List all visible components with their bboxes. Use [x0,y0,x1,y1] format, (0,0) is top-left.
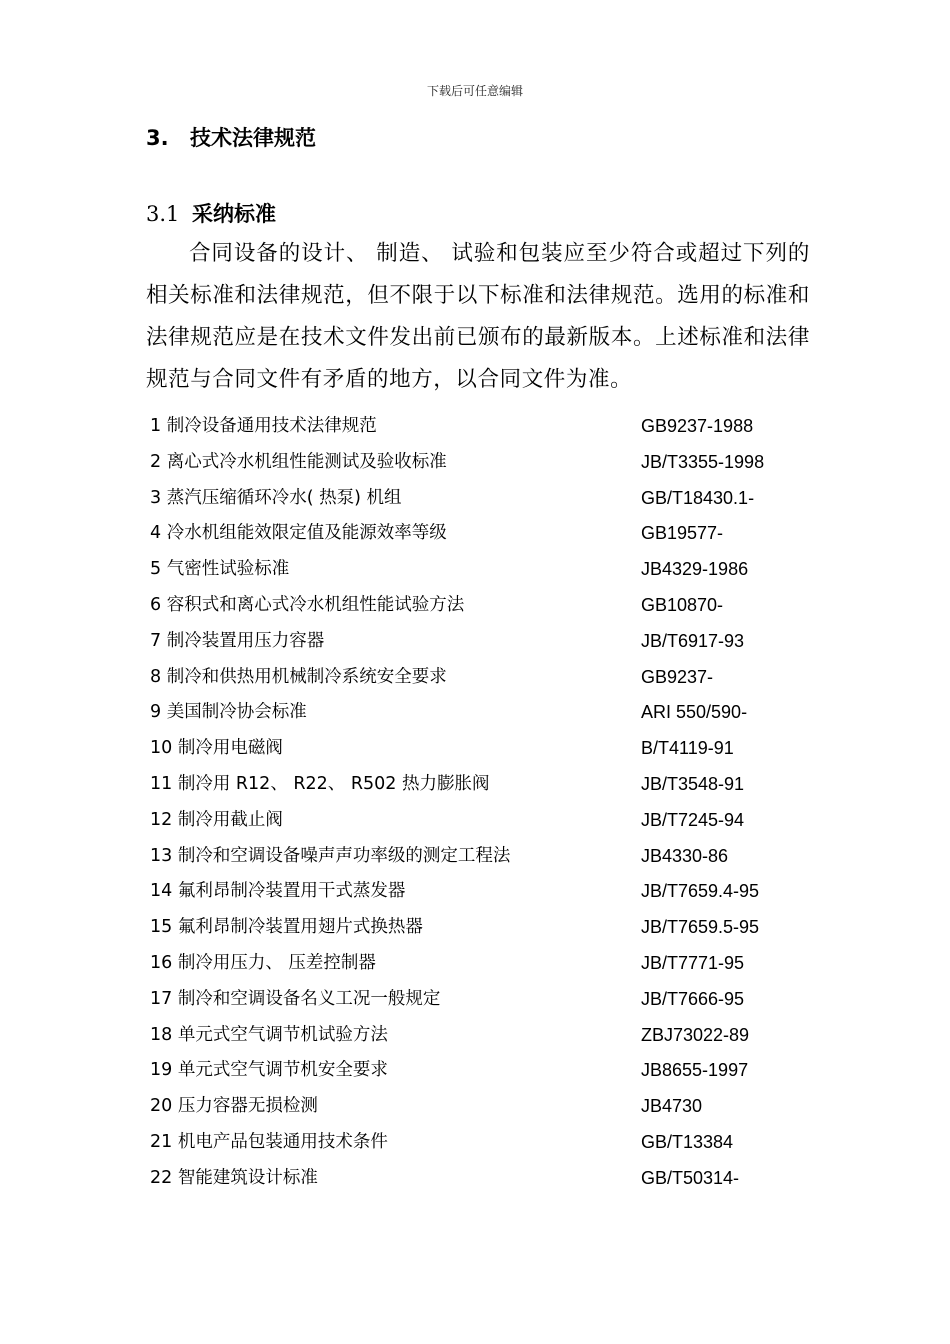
standard-code: JB/T6917-93 [641,630,745,651]
standard-name: 3 蒸汽压缩循环冷水( 热泵) 机组 [150,487,402,508]
standard-code: GB/T50314- [641,1167,740,1188]
standard-row [150,1052,830,1088]
standard-code: JB4329-1986 [641,559,749,580]
standard-code: GB/T18430.1- [641,487,755,508]
standards-list [150,408,830,1196]
standard-code: B/T4119-91 [641,738,734,759]
standard-name: 9 美国制冷协会标准 [150,702,307,723]
standard-name: 10 制冷用电磁阀 [150,738,283,759]
standard-row [150,1088,830,1124]
section-heading [146,122,316,152]
standard-name: 20 压力容器无损检测 [150,1096,318,1117]
section-number: 3. [146,126,169,150]
standard-row [150,730,830,766]
standard-name: 16 制冷用压力、 压差控制器 [150,952,376,973]
standard-code: GB9237-1988 [641,416,754,436]
standard-name: 6 容积式和离心式冷水机组性能试验方法 [150,594,465,615]
subsection-title: 采纳标准 [192,202,276,226]
standard-code: GB10870- [641,594,724,615]
standard-name: 15 氟利昂制冷装置用翅片式换热器 [150,917,423,938]
standard-row [150,515,830,551]
standard-name: 17 制冷和空调设备名义工况一般规定 [150,988,441,1009]
standard-code: JB/T3355-1998 [641,451,765,472]
standard-code: JB4730 [641,1096,703,1117]
standard-name: 18 单元式空气调节机试验方法 [150,1024,388,1045]
standard-name: 13 制冷和空调设备噪声声功率级的测定工程法 [150,845,511,866]
standard-code: ARI 550/590- [641,702,748,723]
subsection-heading [146,198,276,228]
standard-name: 7 制冷装置用压力容器 [150,630,325,651]
standard-row [150,1017,830,1053]
standard-code: JB/T7245-94 [641,809,745,830]
standard-row [150,945,830,981]
standard-row [150,408,830,444]
standard-row [150,766,830,802]
page-header-note: 下载后可任意编辑 [426,84,523,98]
standard-name: 21 机电产品包装通用技术条件 [150,1131,388,1152]
standard-row [150,909,830,945]
standard-row [150,444,830,480]
section-title: 技术法律规范 [190,126,316,150]
standard-row [150,694,830,730]
standard-code: JB4330-86 [641,845,729,866]
standard-name: 2 离心式冷水机组性能测试及验收标准 [150,451,447,472]
standard-row [150,981,830,1017]
body-paragraph: 合同设备的设计、 制造、 试验和包装应至少符合或超过下列的相关标准和法律规范，但不限于以下标准和法律规范。选用的标准和法律规范应是在技术文件发出前已颁布的最新版本。上述标准和法律规范与合同文件有矛盾的地方，以合同文件为准。 [146,241,810,392]
standard-code: JB/T7771-95 [641,952,745,973]
standard-code: JB/T7659.4-95 [641,881,760,902]
subsection-number: 3.1 [146,202,180,226]
standard-name: 22 智能建筑设计标准 [150,1167,318,1188]
standard-code: JB/T7666-95 [641,988,745,1009]
standard-row [150,1160,830,1196]
standard-code: JB/T3548-91 [641,773,745,794]
standard-code: JB8655-1997 [641,1060,749,1081]
standard-name: 12 制冷用截止阀 [150,809,283,830]
standard-code: GB19577- [641,523,724,544]
standard-row [150,551,830,587]
standard-row [150,838,830,874]
standard-row [150,659,830,695]
standard-code: GB/T13384 [641,1131,734,1152]
standard-name: 11 制冷用 R12、 R22、 R502 热力膨胀阀 [150,773,490,794]
standard-name: 8 制冷和供热用机械制冷系统安全要求 [150,666,447,687]
standard-row [150,802,830,838]
standard-name: 14 氟利昂制冷装置用干式蒸发器 [150,881,406,902]
standard-row [150,480,830,516]
standard-row [150,587,830,623]
standard-code: ZBJ73022-89 [641,1024,750,1045]
standard-name: 1 制冷设备通用技术法律规范 [150,416,377,436]
standard-code: JB/T7659.5-95 [641,917,760,938]
standard-code: GB9237- [641,666,714,687]
standard-name: 5 气密性试验标准 [150,559,290,580]
standard-row [150,1124,830,1160]
standard-name: 19 单元式空气调节机安全要求 [150,1060,388,1081]
standard-name: 4 冷水机组能效限定值及能源效率等级 [150,523,447,544]
standard-row [150,873,830,909]
standard-row [150,623,830,659]
